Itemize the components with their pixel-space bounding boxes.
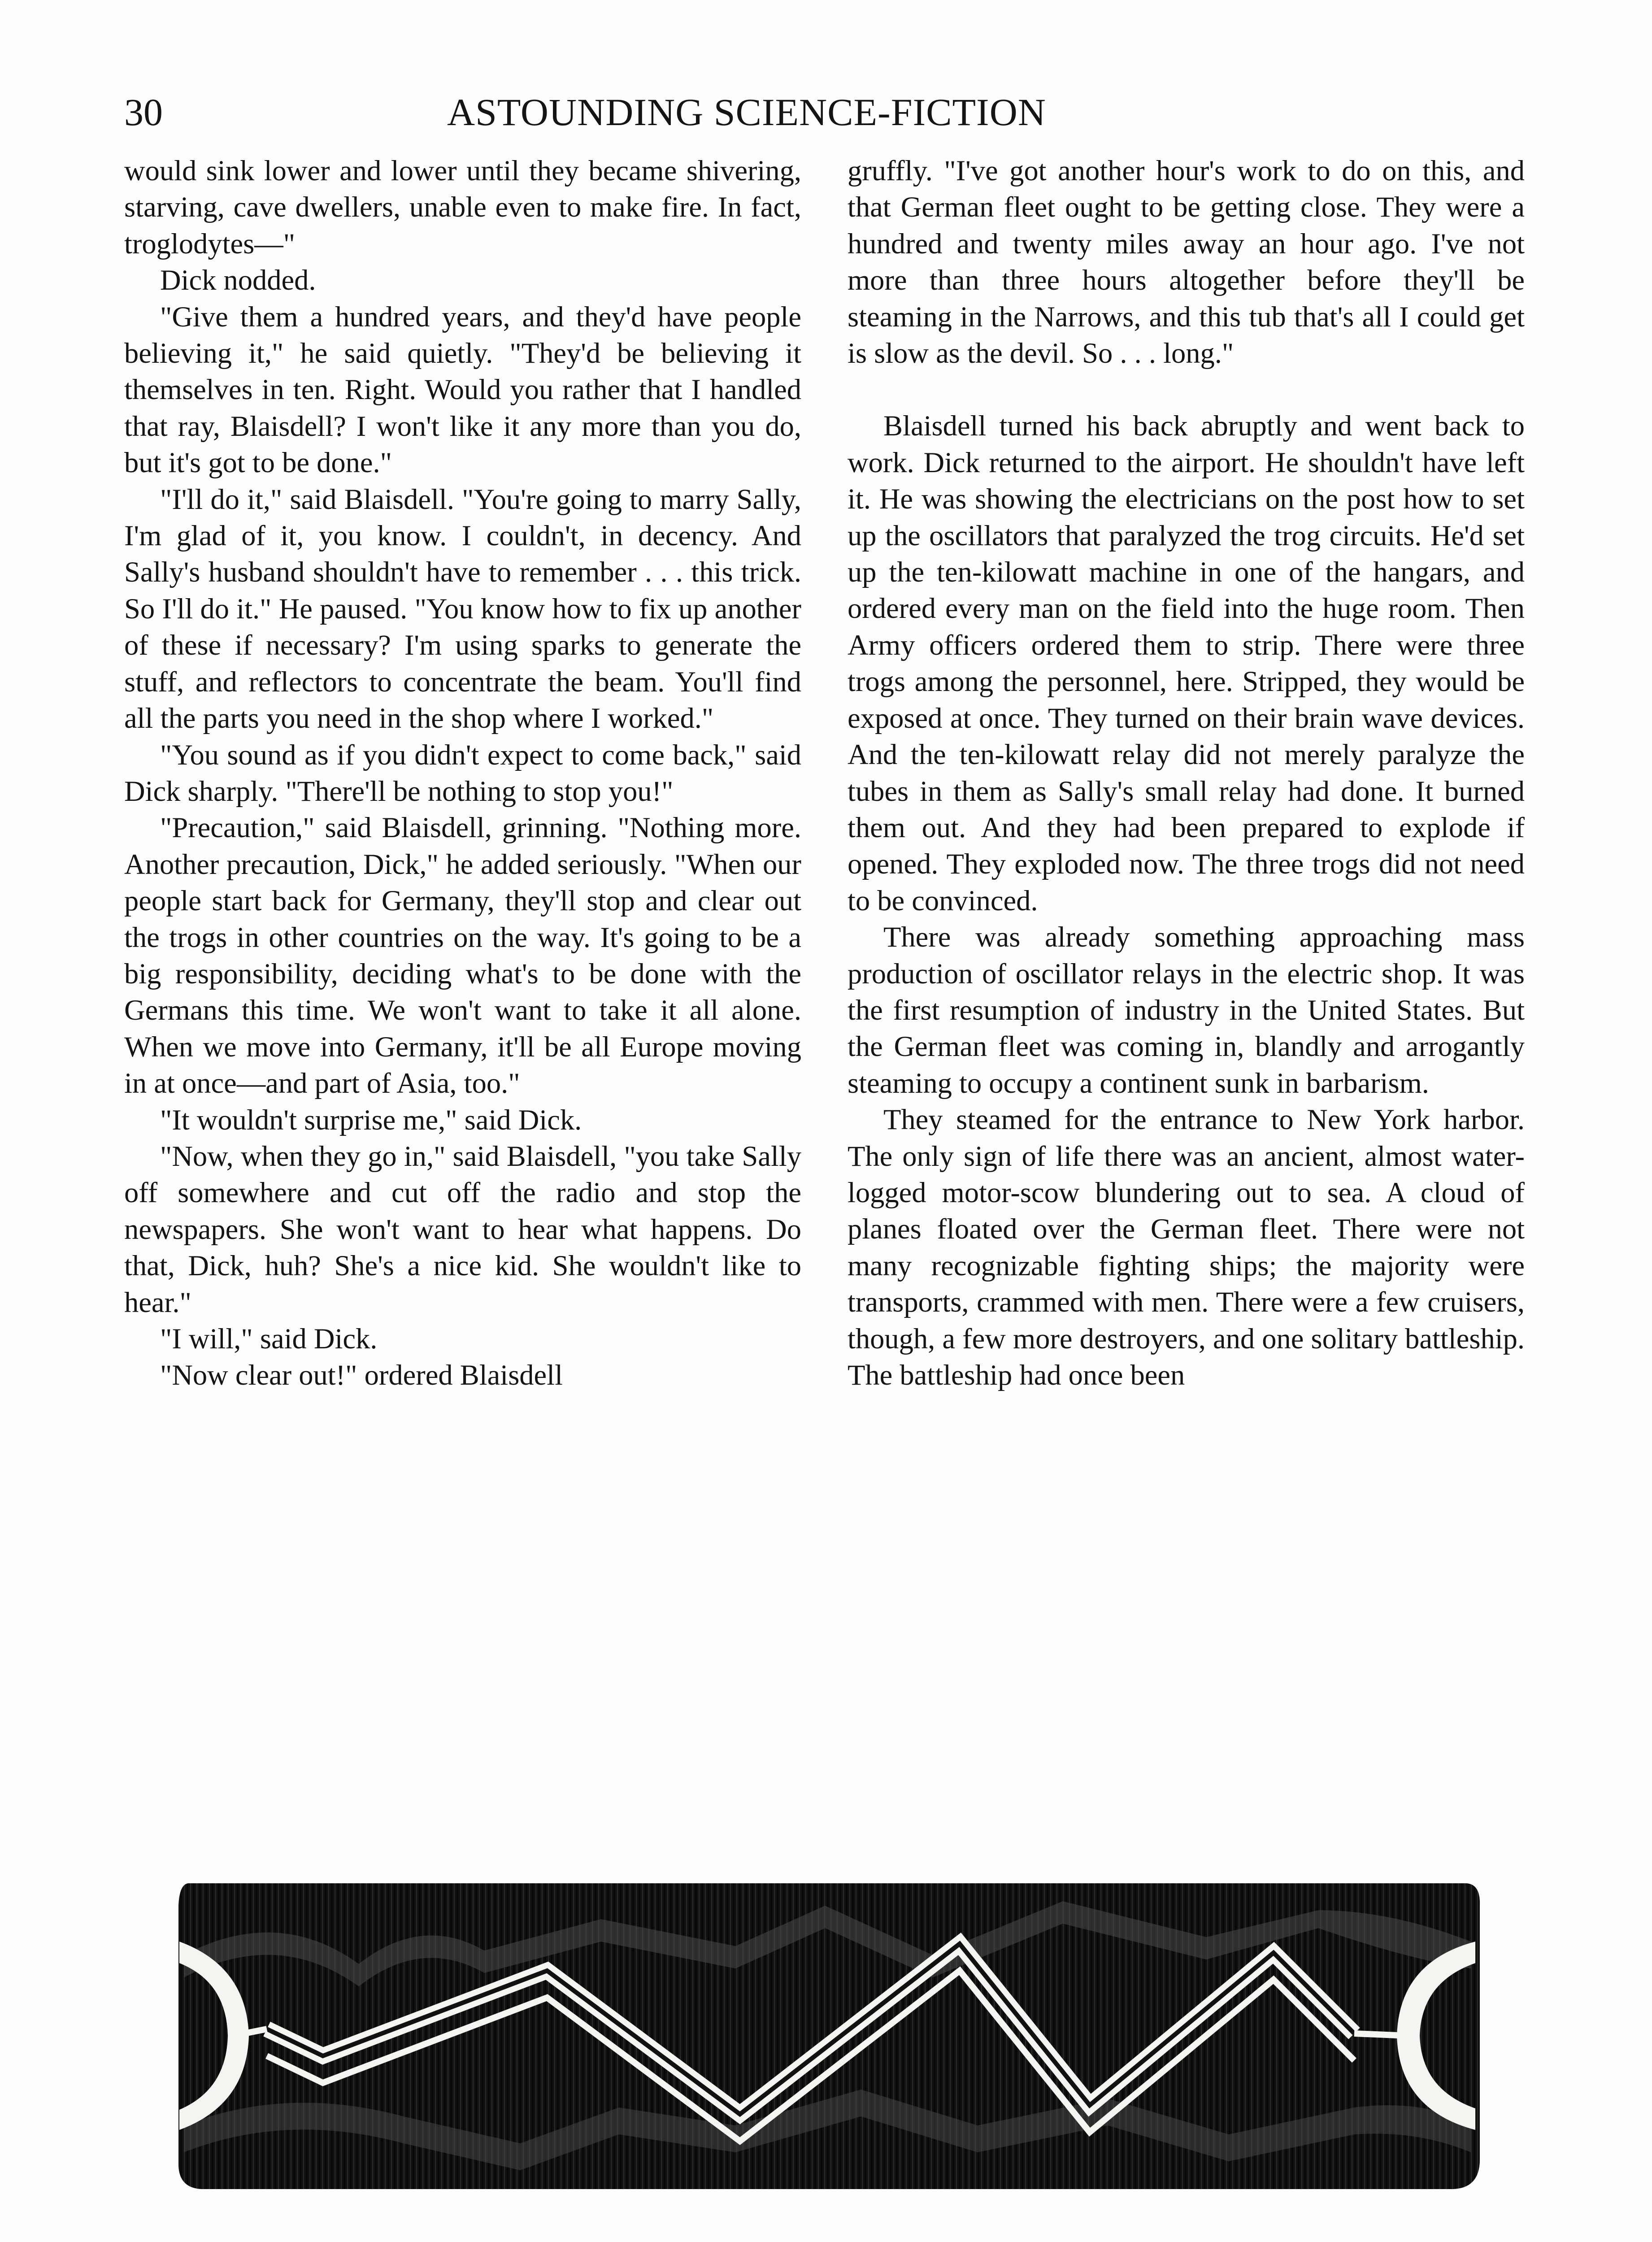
paragraph: Blaisdell turned his back abruptly and went back to work. Dick returned to the airport. He shouldn't have left it. He was showing the electricians on the post how to set up the oscillators that paralyzed the trog circuits. He'd set up the ten-kilowatt machine in one of the hangars, and ordered every man on the field into the huge room. Then Army officers ordered them to strip. There were three trogs among the personnel, here. Stripped, they would be exposed at once. They turned on their brain wave devices. And the ten-kilowatt relay did not merely paralyze the tubes in them as Sally's small relay had done. It burned them out. And they had been prepared to explode if opened. They exploded now. The three trogs did not need to be convinced. bbox=[848, 410, 1525, 917]
paragraph: Dick nodded. bbox=[160, 264, 316, 296]
lightning-icon bbox=[170, 1874, 1484, 2197]
paragraph: "It wouldn't surprise me," said Dick. bbox=[160, 1104, 582, 1136]
paragraph: gruffly. "I've got another hour's work to do on this, and that German fleet ought to be getting close. They were a hundred and twenty miles away an hour ago. I've not more than three hours altogether before they'll be steaming in the Narrows, and this tub that's all I could get is slow as the devil. So . . . long." bbox=[848, 155, 1525, 369]
page-number: 30 bbox=[124, 91, 163, 134]
lightning-illustration bbox=[170, 1874, 1484, 2197]
paragraph: "Give them a hundred years, and they'd have people believing it," he said quietly. "They'd be believing it themselves in ten. Right. Would you rather that I handled that ray, Blaisdell? I won't like it any more than you do, but it's got to be done." bbox=[124, 300, 801, 479]
paragraph: "I'll do it," said Blaisdell. "You're going to marry Sally, I'm glad of it, you know. I couldn't, in decency. And Sally's husband shouldn't have to remember . . . this trick. So I'll do it." He paused. "You know how to fix up another of these if necessary? I'm using sparks to generate the stuff, and reflectors to concentrate the beam. You'll find all the parts you need in the shop where I worked." bbox=[124, 483, 801, 734]
paragraph: "I will," said Dick. bbox=[160, 1323, 378, 1355]
running-title: ASTOUNDING SCIENCE-FICTION bbox=[447, 91, 1046, 134]
paragraph: "You sound as if you didn't expect to come back," said Dick sharply. "There'll be nothing to stop you!" bbox=[124, 739, 801, 807]
left-column bbox=[124, 152, 801, 1394]
right-column bbox=[848, 152, 1525, 1393]
paragraph: "Now, when they go in," said Blaisdell, "you take Sally off somewhere and cut off the radio and stop the newspapers. She won't want to hear what happens. Do that, Dick, huh? She's a nice kid. She wouldn't like to hear." bbox=[124, 1140, 801, 1318]
paragraph: They steamed for the entrance to New York harbor. The only sign of life there was an ancient, almost water-logged motor-scow blundering out to sea. A cloud of planes floated over the German fleet. There were not many recognizable fighting ships; the majority were transports, crammed with men. There were a few cruisers, though, a few more destroyers, and one solitary battleship. The battleship had once been bbox=[848, 1104, 1525, 1391]
paragraph: "Precaution," said Blaisdell, grinning. "Nothing more. Another precaution, Dick," he added seriously. "When our people start back for Germany, they'll stop and clear out the trogs in other countries on the way. It's going to be a big responsibility, deciding what's to be done with the Germans this time. We won't want to take it all alone. When we move into Germany, it'll be all Europe moving in at once—and part of Asia, too." bbox=[124, 812, 801, 1099]
paragraph: There was already something approaching mass production of oscillator relays in the electric shop. It was the first resumption of industry in the United States. But the German fleet was coming in, blandly and arrogantly steaming to occupy a continent sunk in barbarism. bbox=[848, 921, 1525, 1099]
page-header bbox=[124, 87, 1528, 146]
paragraph: "Now clear out!" ordered Blaisdell bbox=[160, 1359, 563, 1391]
paragraph: would sink lower and lower until they became shivering, starving, cave dwellers, unable even to make fire. In fact, troglodytes—" bbox=[124, 155, 801, 260]
